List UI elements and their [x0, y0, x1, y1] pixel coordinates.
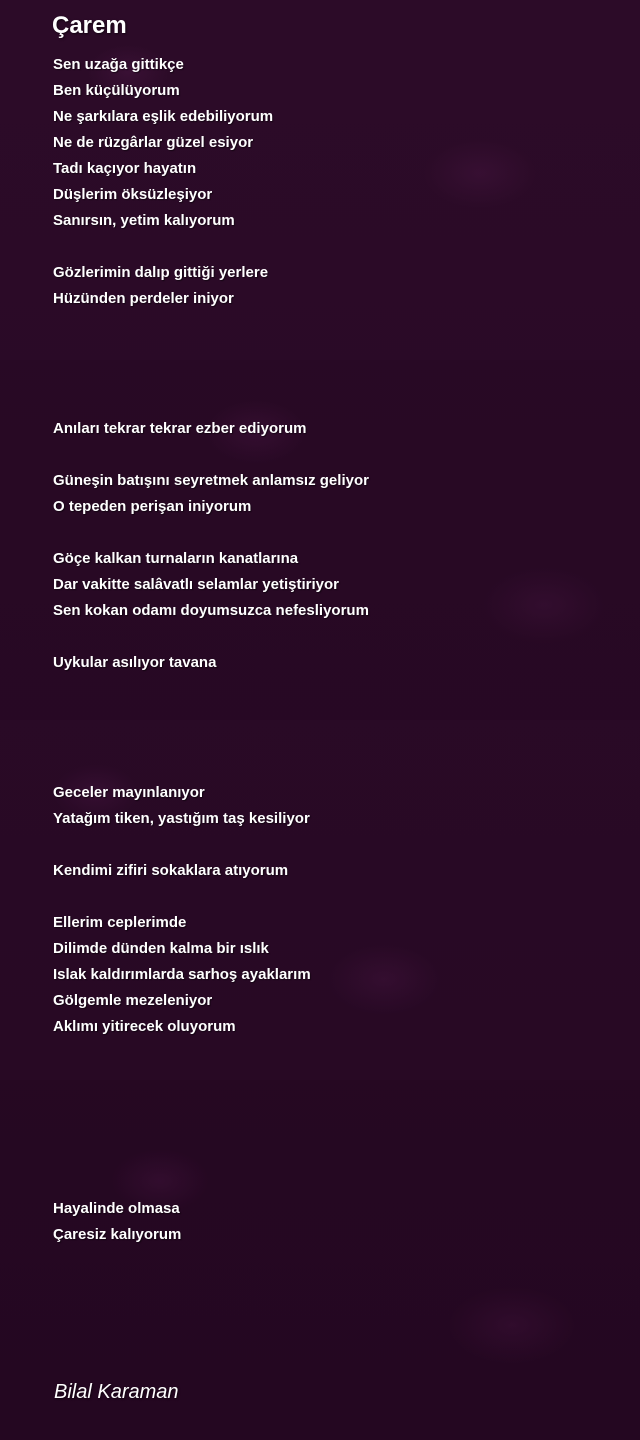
stanza-break — [53, 754, 613, 780]
stanza-break — [53, 702, 613, 728]
stanza-break — [53, 1170, 613, 1196]
stanza-break — [53, 442, 613, 468]
poem-line: Uykular asılıyor tavana — [53, 654, 217, 671]
poem-body — [53, 52, 613, 1248]
stanza-break — [53, 1040, 613, 1066]
stanza-break — [53, 1092, 613, 1118]
stanza-break — [53, 520, 613, 546]
stanza-break — [53, 884, 613, 910]
stanza-break — [53, 624, 613, 650]
poem-line: Hüzünden perdeler iniyor — [53, 290, 234, 307]
poem-line: Gölgemle mezeleniyor — [53, 992, 213, 1009]
poem-line: Sanırsın, yetim kalıyorum — [53, 212, 235, 229]
stanza-break — [53, 312, 613, 338]
poem-line: Dilimde dünden kalma bir ıslık — [53, 940, 269, 957]
poem-line: Sen uzağa gittikçe — [53, 56, 184, 73]
stanza-break — [53, 364, 613, 390]
poem-line: Ne de rüzgârlar güzel esiyor — [53, 134, 254, 151]
poem-line: O tepeden perişan iniyorum — [53, 498, 252, 515]
poem-line: Hayalinde olmasa — [53, 1200, 180, 1217]
stanza-break — [53, 1118, 613, 1144]
poem-title: Çarem — [52, 12, 127, 39]
poem-line: Kendimi zifiri sokaklara atıyorum — [53, 862, 289, 879]
stanza-break — [53, 1144, 613, 1170]
poem-line: Dar vakitte salâvatlı selamlar yetiştiriyor — [53, 576, 339, 593]
poem-line: Çaresiz kalıyorum — [53, 1226, 182, 1243]
stanza-break — [53, 832, 613, 858]
poem-line: Göçe kalkan turnaların kanatlarına — [53, 550, 299, 567]
stanza-break — [53, 1066, 613, 1092]
stanza-break — [53, 234, 613, 260]
poem-line: Ben küçülüyorum — [53, 82, 180, 99]
poem-author: Bilal Karaman — [54, 1381, 179, 1403]
poem-line: Ne şarkılara eşlik edebiliyorum — [53, 108, 274, 125]
poem-line: Tadı kaçıyor hayatın — [53, 160, 197, 177]
poem-line: Islak kaldırımlarda sarhoş ayaklarım — [53, 966, 311, 983]
stanza-break — [53, 390, 613, 416]
poem-line: Aklımı yitirecek oluyorum — [53, 1018, 236, 1035]
poem-line: Ellerim ceplerimde — [53, 914, 187, 931]
poem-line: Anıları tekrar tekrar ezber ediyorum — [53, 420, 307, 437]
poem-line: Gözlerimin dalıp gittiği yerlere — [53, 264, 269, 281]
poem-line: Yatağım tiken, yastığım taş kesiliyor — [53, 810, 310, 827]
stanza-break — [53, 676, 613, 702]
poem-line: Geceler mayınlanıyor — [53, 784, 205, 801]
poem-line: Düşlerim öksüzleşiyor — [53, 186, 213, 203]
poem-line: Sen kokan odamı doyumsuzca nefesliyorum — [53, 602, 369, 619]
stanza-break — [53, 728, 613, 754]
stanza-break — [53, 338, 613, 364]
poem-line: Güneşin batışını seyretmek anlamsız geliyor — [53, 472, 369, 489]
